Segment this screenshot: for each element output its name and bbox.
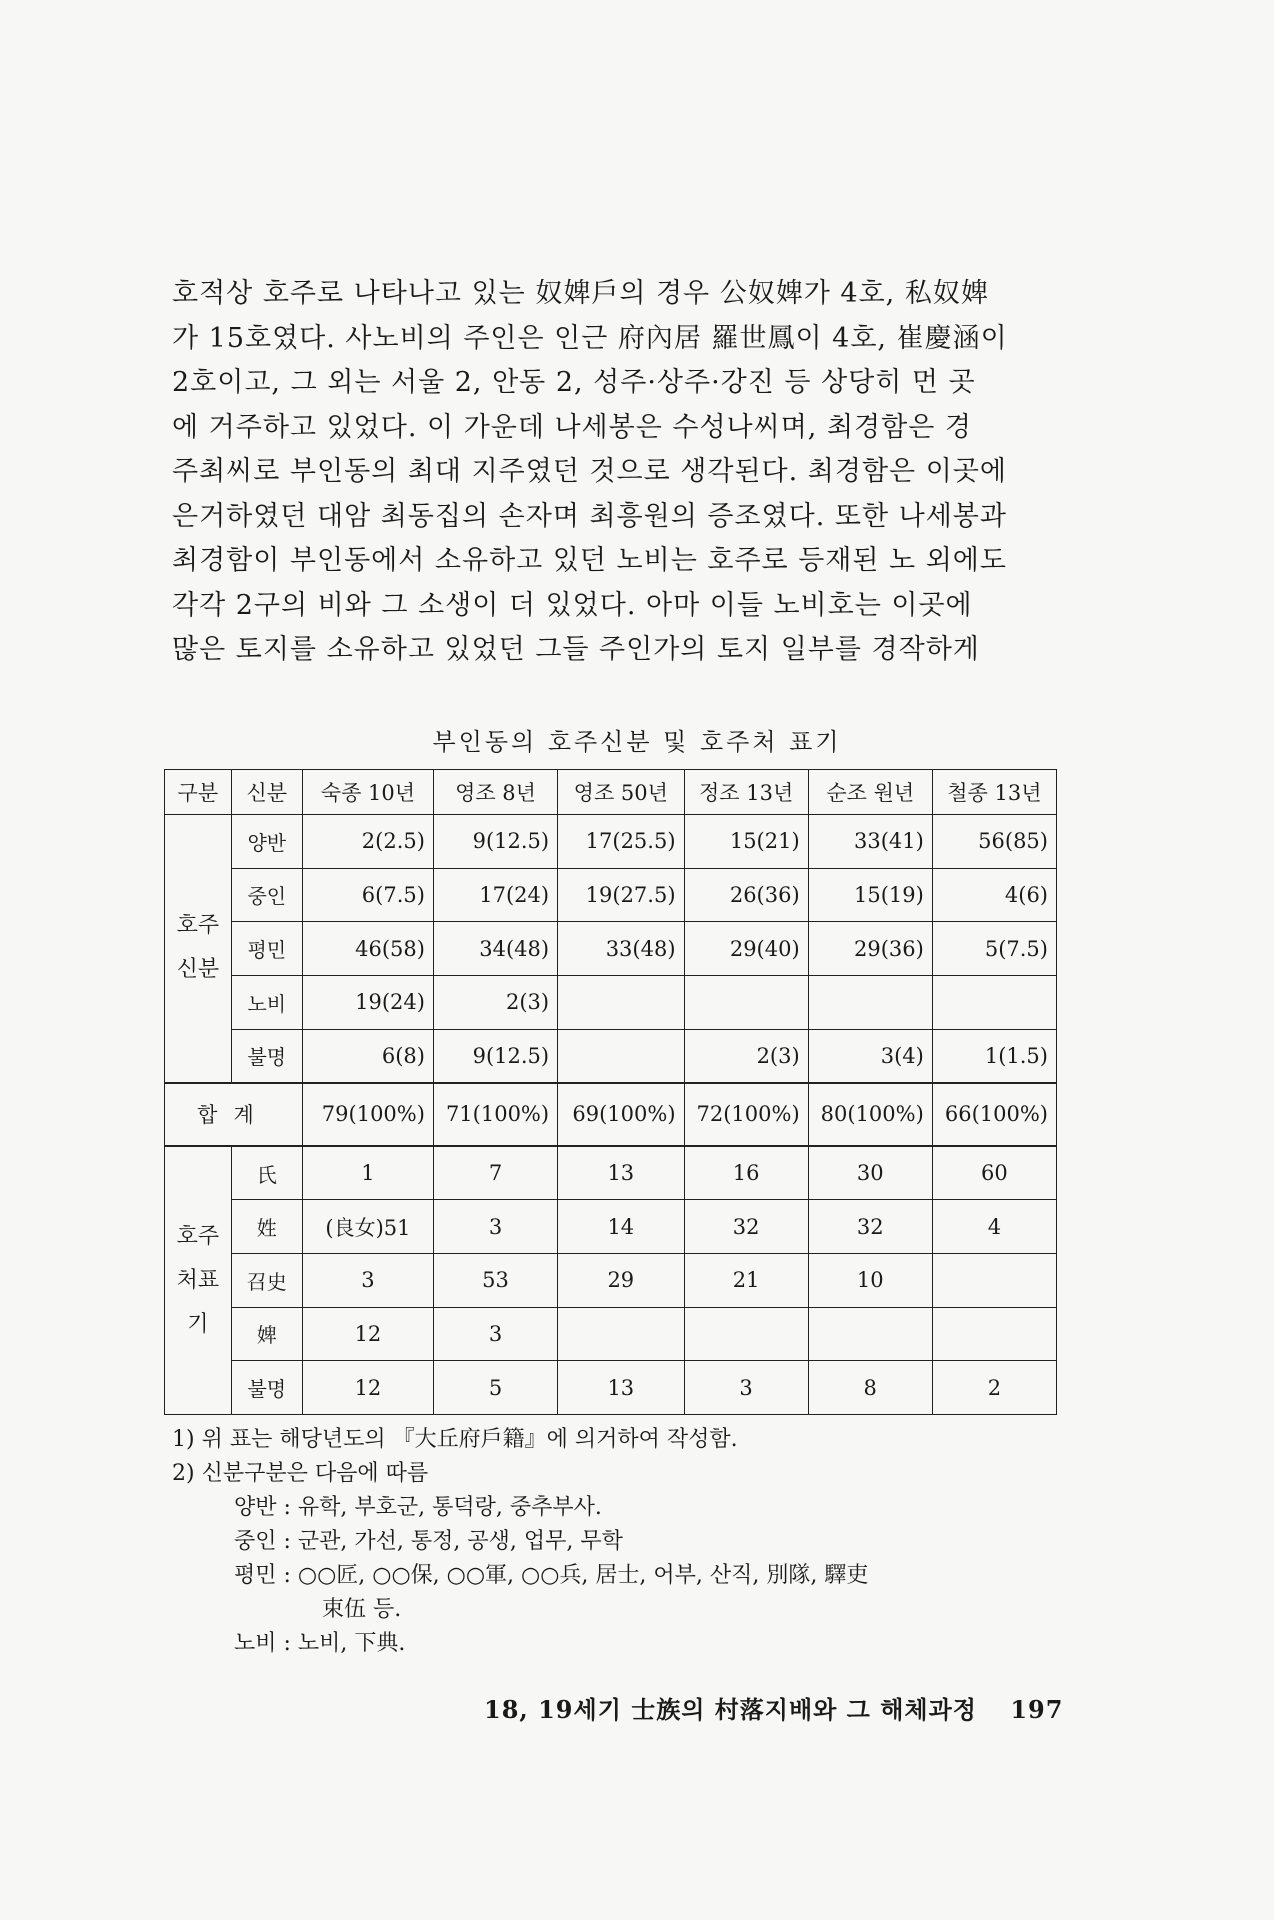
- table-cell: 10: [808, 1254, 932, 1308]
- table-cell: 30: [808, 1146, 932, 1200]
- table-cell: 60: [932, 1146, 1056, 1200]
- table-row: [165, 815, 1057, 869]
- table-header-row: [165, 770, 1057, 815]
- body-line: 많은 토지를 소유하고 있었던 그들 주인가의 토지 일부를 경작하게: [172, 634, 980, 665]
- table-cell: [558, 1307, 684, 1361]
- table-cell: 15(21): [684, 815, 808, 869]
- table-cell: 32: [808, 1200, 932, 1254]
- body-line: 에 거주하고 있었다. 이 가운데 나세봉은 수성나씨며, 최경함은 경: [172, 411, 972, 443]
- group-label: 호주처표기: [165, 1146, 232, 1414]
- table-cell: 1: [302, 1146, 433, 1200]
- table-cell: 3(4): [808, 1029, 932, 1083]
- table-cell: 5: [433, 1361, 557, 1415]
- note-definition: 양반 : 유학, 부호군, 통덕랑, 중추부사.: [234, 1495, 602, 1520]
- body-line: 가 15호였다. 사노비의 주인은 인근 府內居 羅世鳳이 4호, 崔慶涵이: [172, 322, 1008, 354]
- total-cell: 79(100%): [302, 1083, 433, 1146]
- note-definition: 중인 : 군관, 가선, 통정, 공생, 업무, 무학: [234, 1529, 623, 1554]
- note-1: 1) 위 표는 해당년도의 『大丘府戶籍』에 의거하여 작성함.: [172, 1427, 738, 1452]
- body-line: 최경함이 부인동에서 소유하고 있던 노비는 호주로 등재된 노 외에도: [172, 545, 1007, 576]
- header-cell: 순조 원년: [808, 770, 932, 815]
- table-cell: 13: [558, 1361, 684, 1415]
- table-row: [165, 922, 1057, 976]
- table-cell: 46(58): [302, 922, 433, 976]
- table-cell: [808, 1307, 932, 1361]
- table-cell: [932, 1254, 1056, 1308]
- table-cell: 4(6): [932, 868, 1056, 922]
- table-cell: 1(1.5): [932, 1029, 1056, 1083]
- table-cell: 8: [808, 1361, 932, 1415]
- table-row: [165, 1146, 1057, 1200]
- body-line: 2호이고, 그 외는 서울 2, 안동 2, 성주·상주·강진 등 상당히 먼 곳: [172, 367, 976, 398]
- table-row: [165, 1029, 1057, 1083]
- header-cell: 철종 13년: [932, 770, 1056, 815]
- table-cell: 19(27.5): [558, 868, 684, 922]
- table-cell: 56(85): [932, 815, 1056, 869]
- body-line: 각각 2구의 비와 그 소생이 더 있었다. 아마 이들 노비호는 이곳에: [172, 589, 973, 621]
- table-cell: 12: [302, 1361, 433, 1415]
- note-2: 2) 신분구분은 다음에 따름: [172, 1461, 429, 1486]
- row-label: 氏: [231, 1146, 302, 1200]
- table-row: [165, 868, 1057, 922]
- row-label: 중인: [231, 868, 302, 922]
- note-definition-continued: 束伍 등.: [322, 1597, 402, 1622]
- table-cell: 53: [433, 1254, 557, 1308]
- table-row: [165, 1200, 1057, 1254]
- table-cell: [558, 975, 684, 1029]
- row-label: 평민: [231, 922, 302, 976]
- note-definition: 평민 : ○○匠, ○○保, ○○軍, ○○兵, 居士, 어부, 산직, 別隊, 驛吏: [234, 1563, 869, 1588]
- header-cell: 영조 50년: [558, 770, 684, 815]
- table-cell: 2: [932, 1361, 1056, 1415]
- page-footer: [484, 1690, 1063, 1725]
- row-label: 노비: [231, 975, 302, 1029]
- table-cell: 9(12.5): [433, 815, 557, 869]
- total-row: [165, 1083, 1057, 1146]
- total-cell: 69(100%): [558, 1083, 684, 1146]
- table-cell: [932, 1307, 1056, 1361]
- table-cell: 2(3): [684, 1029, 808, 1083]
- table-cell: 3: [433, 1307, 557, 1361]
- table-cell: 29(40): [684, 922, 808, 976]
- table-cell: 32: [684, 1200, 808, 1254]
- table-cell: (良女)51: [302, 1200, 433, 1254]
- table-cell: 26(36): [684, 868, 808, 922]
- table-row: [165, 1307, 1057, 1361]
- table-cell: [684, 975, 808, 1029]
- table-cell: 14: [558, 1200, 684, 1254]
- total-cell: 72(100%): [684, 1083, 808, 1146]
- table-cell: [684, 1307, 808, 1361]
- row-label: 召史: [231, 1254, 302, 1308]
- body-line: 은거하였던 대암 최동집의 손자며 최흥원의 증조였다. 또한 나세봉과: [172, 500, 1007, 532]
- table-cell: 9(12.5): [433, 1029, 557, 1083]
- table-cell: 2(2.5): [302, 815, 433, 869]
- table-cell: [808, 975, 932, 1029]
- header-cell: 정조 13년: [684, 770, 808, 815]
- row-label: 姓: [231, 1200, 302, 1254]
- table-cell: 6(7.5): [302, 868, 433, 922]
- table-cell: 34(48): [433, 922, 557, 976]
- table-cell: 3: [433, 1200, 557, 1254]
- header-cell: 구분: [165, 770, 232, 815]
- header-cell: 영조 8년: [433, 770, 557, 815]
- table-title: 부인동의 호주신분 및 호주처 표기: [432, 728, 842, 756]
- body-paragraph: [172, 272, 1062, 673]
- table-notes: [172, 1423, 1072, 1661]
- row-label: 불명: [231, 1029, 302, 1083]
- table-cell: 16: [684, 1146, 808, 1200]
- table-cell: 17(24): [433, 868, 557, 922]
- table-cell: 3: [302, 1254, 433, 1308]
- page-number: 197: [1010, 1695, 1064, 1724]
- total-label: 합계: [165, 1083, 303, 1146]
- group-label: 호주신분: [165, 815, 232, 1083]
- table-row: [165, 1254, 1057, 1308]
- total-cell: 66(100%): [932, 1083, 1056, 1146]
- running-title: 18, 19세기 士族의 村落지배와 그 해체과정: [484, 1695, 977, 1724]
- body-line: 호적상 호주로 나타나고 있는 奴婢戶의 경우 公奴婢가 4호, 私奴婢: [172, 278, 989, 309]
- table-cell: 33(48): [558, 922, 684, 976]
- table-cell: 33(41): [808, 815, 932, 869]
- household-status-table: [164, 769, 1057, 1415]
- header-cell: 신분: [231, 770, 302, 815]
- total-cell: 80(100%): [808, 1083, 932, 1146]
- row-label: 불명: [231, 1361, 302, 1415]
- table-cell: 29: [558, 1254, 684, 1308]
- table-cell: 29(36): [808, 922, 932, 976]
- table-cell: 21: [684, 1254, 808, 1308]
- total-cell: 71(100%): [433, 1083, 557, 1146]
- table-cell: 4: [932, 1200, 1056, 1254]
- table-cell: 2(3): [433, 975, 557, 1029]
- table-cell: 17(25.5): [558, 815, 684, 869]
- table-row: [165, 1361, 1057, 1415]
- table-cell: 15(19): [808, 868, 932, 922]
- note-definition: 노비 : 노비, 下典.: [234, 1631, 406, 1656]
- body-line: 주최씨로 부인동의 최대 지주였던 것으로 생각된다. 최경함은 이곳에: [172, 456, 1007, 487]
- table-cell: 7: [433, 1146, 557, 1200]
- table-cell: 12: [302, 1307, 433, 1361]
- row-label: 양반: [231, 815, 302, 869]
- table-cell: [558, 1029, 684, 1083]
- table-cell: 5(7.5): [932, 922, 1056, 976]
- table-row: [165, 975, 1057, 1029]
- row-label: 婢: [231, 1307, 302, 1361]
- table-cell: 3: [684, 1361, 808, 1415]
- table-cell: 19(24): [302, 975, 433, 1029]
- header-cell: 숙종 10년: [302, 770, 433, 815]
- table-cell: 13: [558, 1146, 684, 1200]
- table-cell: [932, 975, 1056, 1029]
- table-cell: 6(8): [302, 1029, 433, 1083]
